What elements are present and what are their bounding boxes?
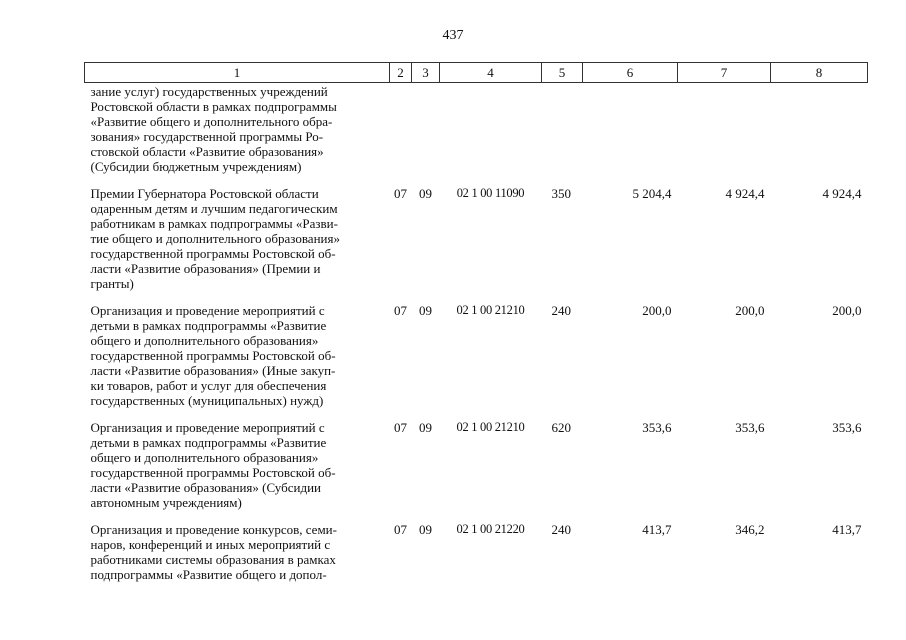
- row-description: [85, 303, 390, 420]
- description-line: детьми в рамках подпрограммы «Развитие: [90, 318, 327, 333]
- section-code: [390, 83, 412, 187]
- amount-col-8: 413,7: [832, 522, 862, 537]
- description-line: ки товаров, работ и услуг для обеспечения: [90, 378, 327, 393]
- description-line: зание услуг) государственных учреждений: [90, 84, 328, 99]
- description-line: зования» государственной программы Ро-: [90, 129, 324, 144]
- description-line: (Субсидии бюджетным учреждениям): [90, 159, 302, 174]
- description-line: общего и дополнительного образования»: [90, 450, 319, 465]
- expense-type-code: 350: [551, 186, 571, 201]
- description-line: работниками системы образования в рамках: [90, 552, 336, 567]
- section-code: 07: [394, 186, 407, 201]
- section-code: 07: [394, 420, 407, 435]
- description-line: государственных (муниципальных) нужд): [90, 393, 324, 408]
- description-line: «Развитие общего и дополнительного обра-: [90, 114, 333, 129]
- table-row: [85, 303, 868, 420]
- table-row: [85, 83, 868, 187]
- expense-type-code: 240: [551, 522, 571, 537]
- table-row: [85, 420, 868, 522]
- description-line: стовской области «Развитие образования»: [90, 144, 324, 159]
- amount-col-7: [678, 83, 771, 187]
- amount-col-6: 200,0: [642, 303, 672, 318]
- description-line: ласти «Развитие образования» (Премии и: [90, 261, 321, 276]
- row-description: [85, 83, 390, 187]
- amount-col-6: [583, 83, 678, 187]
- amount-col-7: 200,0: [735, 303, 765, 318]
- amount-col-8: 353,6: [832, 420, 862, 435]
- description-line: работникам в рамках подпрограммы «Разви-: [90, 216, 338, 231]
- description-line: автономным учреждениям): [90, 495, 242, 510]
- target-article-code: 02 1 00 21210: [456, 420, 525, 434]
- subsection-code: 09: [419, 522, 432, 537]
- column-header: 3: [412, 63, 440, 83]
- amount-col-6: 5 204,4: [632, 186, 672, 201]
- target-article-code: 02 1 00 21210: [456, 303, 525, 317]
- description-line: ласти «Развитие образования» (Иные закуп-: [90, 363, 336, 378]
- amount-col-7: 4 924,4: [725, 186, 765, 201]
- table-row: [85, 186, 868, 303]
- subsection-code: 09: [419, 420, 432, 435]
- subsection-code: [412, 83, 440, 187]
- description-line: ласти «Развитие образования» (Субсидии: [90, 480, 322, 495]
- description-line: государственной программы Ростовской об-: [90, 465, 336, 480]
- expense-type-code: 240: [551, 303, 571, 318]
- expense-type-code: 620: [551, 420, 571, 435]
- description-line: одаренным детям и лучшим педагогическим: [90, 201, 338, 216]
- target-article-code: 02 1 00 11090: [456, 186, 525, 200]
- subsection-code: 09: [419, 303, 432, 318]
- amount-col-8: [771, 83, 868, 187]
- section-code: 07: [394, 303, 407, 318]
- description-line: Ростовской области в рамках подпрограммы: [90, 99, 337, 114]
- description-line: Организация и проведение конкурсов, семи-: [90, 522, 337, 537]
- description-line: Премии Губернатора Ростовской области: [90, 186, 319, 201]
- column-header: 6: [583, 63, 678, 83]
- column-header: 7: [678, 63, 771, 83]
- description-line: Организация и проведение мероприятий с: [90, 420, 325, 435]
- subsection-code: 09: [419, 186, 432, 201]
- table-row: [85, 522, 868, 582]
- amount-col-6: 413,7: [642, 522, 672, 537]
- target-article-code: 02 1 00 21220: [456, 522, 525, 536]
- row-description: [85, 186, 390, 303]
- table-header-row: [85, 63, 868, 83]
- row-description: [85, 420, 390, 522]
- budget-table: [84, 62, 868, 582]
- description-line: тие общего и дополнительного образования»: [90, 231, 340, 246]
- description-line: подпрограммы «Развитие общего и допол-: [90, 567, 327, 582]
- description-line: детьми в рамках подпрограммы «Развитие: [90, 435, 327, 450]
- section-code: 07: [394, 522, 407, 537]
- amount-col-7: 346,2: [735, 522, 765, 537]
- description-line: Организация и проведение мероприятий с: [90, 303, 325, 318]
- amount-col-6: 353,6: [642, 420, 672, 435]
- amount-col-8: 4 924,4: [822, 186, 862, 201]
- row-description: [85, 522, 390, 582]
- amount-col-7: 353,6: [735, 420, 765, 435]
- description-line: государственной программы Ростовской об-: [90, 246, 336, 261]
- page-number: 437: [442, 28, 464, 43]
- target-article-code: [440, 83, 542, 187]
- description-line: государственной программы Ростовской об-: [90, 348, 336, 363]
- description-line: гранты): [90, 276, 134, 291]
- column-header: 5: [542, 63, 583, 83]
- column-header: 8: [771, 63, 868, 83]
- expense-type-code: [542, 83, 583, 187]
- description-line: наров, конференций и иных мероприятий с: [90, 537, 331, 552]
- amount-col-8: 200,0: [832, 303, 862, 318]
- column-header: 2: [390, 63, 412, 83]
- description-line: общего и дополнительного образования»: [90, 333, 319, 348]
- column-header: 4: [440, 63, 542, 83]
- column-header: 1: [85, 63, 390, 83]
